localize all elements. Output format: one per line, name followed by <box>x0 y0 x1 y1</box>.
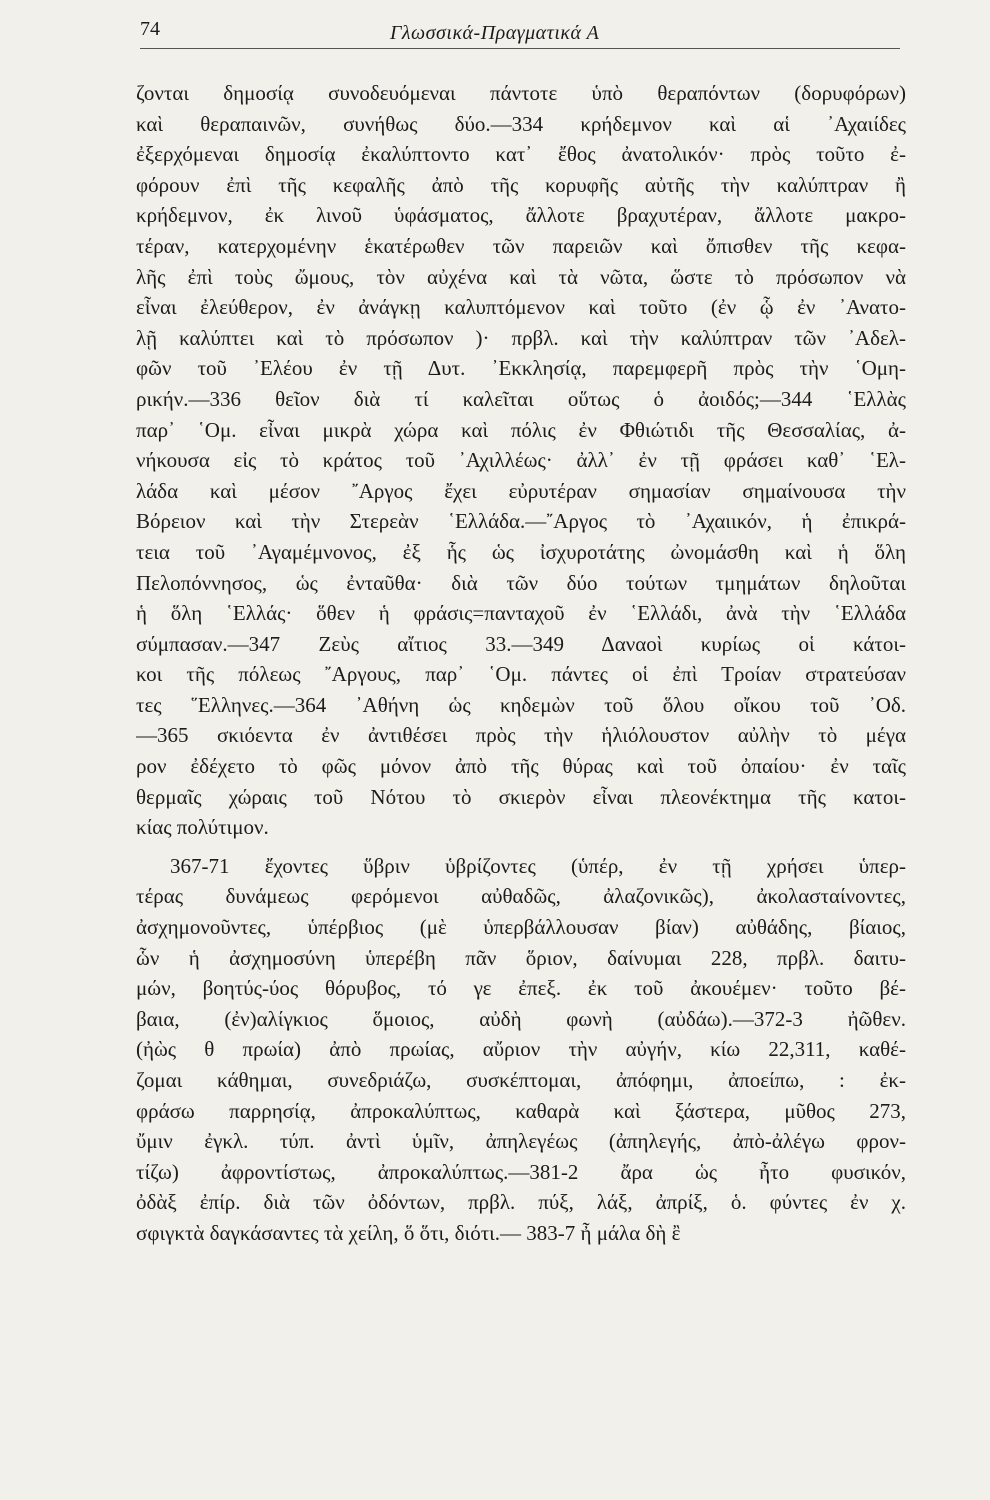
page-header <box>140 18 900 58</box>
text-line: κίας πολύτιμον. <box>136 815 269 840</box>
text-line: Βόρειον καὶ τὴν Στερεὰν ῾Ελλάδα.—῎Αργος τὸ ᾿Αχαιικόν, ἡ ἐπικρά- <box>136 509 906 534</box>
text-line: ἀσχημονοῦντες, ὑπέρβιος (μὲ ὑπερβάλλουσαν βίαν) αὐθάδης, βίαιος, <box>136 915 906 940</box>
text-line: λῆς ἐπὶ τοὺς ὤμους, τὸν αὐχένα καὶ τὰ νῶτα, ὥστε τὸ πρόσωπον νὰ <box>136 264 906 289</box>
text-line: λάδα καὶ μέσον ῎Αργος ἔχει εὐρυτέραν σημασίαν σημαίνουσα τὴν <box>136 478 906 503</box>
text-line: ἡ ὅλη ῾Ελλάς· ὅθεν ἡ φράσις=πανταχοῦ ἐν ῾Ελλάδι, ἀνὰ τὴν ῾Ελλάδα <box>136 601 906 626</box>
text-line: Πελοπόννησος, ὡς ἐνταῦθα· διὰ τῶν δύο τούτων τμημάτων δηλοῦται <box>136 570 906 595</box>
text-line: ρικήν.—336 θεῖον διὰ τί καλεῖται οὕτως ὁ ἀοιδός;—344 ῾Ελλὰς <box>136 386 906 411</box>
text-line: σύμπασαν.—347 Ζεὺς αἴτιος 33.—349 Δαναοὶ κυρίως οἱ κάτοι- <box>136 631 906 656</box>
text-line: —365 σκιόεντα ἐν ἀντιθέσει πρὸς τὴν ἡλιόλουστον αὐλὴν τὸ μέγα <box>136 723 906 748</box>
text-line: κοι τῆς πόλεως ῎Αργους, παρ᾿ ῾Ομ. πάντες οἱ ἐπὶ Τροίαν στρατεύσαν <box>136 662 906 687</box>
text-line: φῶν τοῦ ᾿Ελέου ἐν τῇ Δυτ. ᾿Εκκλησίᾳ, παρεμφερῆ πρὸς τὴν ῾Ομη- <box>136 356 906 381</box>
text-line: τεια τοῦ ᾿Αγαμέμνονος, ἐξ ἧς ὡς ἰσχυροτάτης ὠνομάσθη καὶ ἡ ὅλη <box>136 539 906 564</box>
header-rule <box>140 48 900 49</box>
text-line: μών, βοητύς-ύος θόρυβος, τό γε ἐπεξ. ἐκ τοῦ ἀκουέμεν· τοῦτο βέ- <box>136 976 906 1001</box>
text-line: ὔμιν ἐγκλ. τύπ. ἀντὶ ὑμῖν, ἀπηλεγέως (ἀπηλεγής, ἀπὸ-ἀλέγω φρον- <box>136 1129 906 1154</box>
text-line: καὶ θεραπαινῶν, συνήθως δύο.—334 κρήδεμνον καὶ αἱ ᾿Αχαιίδες <box>136 111 906 136</box>
text-line: σφιγκτὰ δαγκάσαντες τὰ χείλη, ὅ ὅτι, διότι.— 383-7 ἦ μάλα δὴ ἒ <box>136 1220 681 1245</box>
text-line: λῇ καλύπτει καὶ τὸ πρόσωπον )· πρβλ. καὶ τὴν καλύπτραν τῶν ᾿Αδελ- <box>136 325 906 350</box>
text-line: ζονται δημοσίᾳ συνοδευόμεναι πάντοτε ὑπὸ θεραπόντων (δορυφόρων) <box>136 81 906 105</box>
text-line: τες ῞Ελληνες.—364 ᾿Αθήνη ὡς κηδεμὼν τοῦ ὅλου οἴκου τοῦ ᾿Οδ. <box>136 692 906 717</box>
text-line: εἶναι ἐλεύθερον, ἐν ἀνάγκῃ καλυπτόμενον καὶ τοῦτο (ἐν ᾧ ἐν ᾿Ανατο- <box>136 295 906 320</box>
text-body <box>136 78 906 1249</box>
text-line: ὧν ἡ ἀσχημοσύνη ὑπερέβη πᾶν ὅριον, δαίνυμαι 228, πρβλ. δαιτυ- <box>136 945 906 970</box>
running-title: Γλωσσικά-Πραγματικά Α <box>390 22 600 44</box>
text-line: τίζω) ἀφροντίστως, ἀπροκαλύπτως.—381-2 ἄρα ὡς ἦτο φυσικόν, <box>136 1159 906 1184</box>
text-line: (ἠὼς θ πρωία) ἀπὸ πρωίας, αὔριον τὴν αὐγήν, κίω 22,311, καθέ- <box>136 1037 906 1062</box>
text-line: τέραν, κατερχομένην ἑκατέρωθεν τῶν παρειῶν καὶ ὄπισθεν τῆς κεφα- <box>136 233 906 258</box>
text-line: ζομαι κάθημαι, συνεδριάζω, συσκέπτομαι, ἀπόφημι, ἀποείπω, : ἐκ- <box>136 1068 906 1092</box>
text-line: φράσω παρρησίᾳ, ἀπροκαλύπτως, καθαρὰ καὶ ξάστερα, μῦθος 273, <box>136 1098 906 1123</box>
text-line: 367-71 ἔχοντες ὕβριν ὑβρίζοντες (ὑπέρ, ἐν τῇ χρήσει ὑπερ- <box>170 853 906 878</box>
text-line: βαια, (ἐν)αλίγκιος ὅμοιος, αὐδὴ φωνὴ (αὐδάω).—372-3 ἠῶθεν. <box>136 1006 906 1031</box>
text-line: κρήδεμνον, ἐκ λινοῦ ὑφάσματος, ἄλλοτε βραχυτέραν, ἄλλοτε μακρο- <box>136 203 906 228</box>
text-line: νήκουσα εἰς τὸ κράτος τοῦ ᾿Αχιλλέως· ἀλλ᾿ ἐν τῇ φράσει καθ᾿ ῾Ελ- <box>136 448 906 473</box>
text-line: τέρας δυνάμεως φερόμενοι αὐθαδῶς, ἀλαζονικῶς), ἀκολασταίνοντες, <box>136 884 906 909</box>
text-line: θερμαῖς χώραις τοῦ Νότου τὸ σκιερὸν εἶναι πλεονέκτημα τῆς κατοι- <box>136 784 906 809</box>
text-line: ὀδὰξ ἐπίρ. διὰ τῶν ὀδόντων, πρβλ. πύξ, λάξ, ἀπρίξ, ὁ. φύντες ἐν χ. <box>136 1190 906 1215</box>
paragraph <box>136 78 906 843</box>
text-line: φόρουν ἐπὶ τῆς κεφαλῆς ἀπὸ τῆς κορυφῆς αὐτῆς τὴν καλύπτραν ἢ <box>136 172 906 197</box>
text-line: ρον ἐδέχετο τὸ φῶς μόνον ἀπὸ τῆς θύρας καὶ τοῦ ὀπαίου· ἐν ταῖς <box>136 754 906 779</box>
page-number: 74 <box>140 18 160 40</box>
paragraph-gap <box>136 843 906 851</box>
text-line: ἐξερχόμεναι δημοσίᾳ ἐκαλύπτοντο κατ᾿ ἔθος ἀνατολικόν· πρὸς τοῦτο ἐ- <box>136 142 906 167</box>
paragraph <box>136 851 906 1249</box>
text-line: παρ᾿ ῾Ομ. εἶναι μικρὰ χώρα καὶ πόλις ἐν Φθιώτιδι τῆς Θεσσαλίας, ἀ- <box>136 417 906 442</box>
